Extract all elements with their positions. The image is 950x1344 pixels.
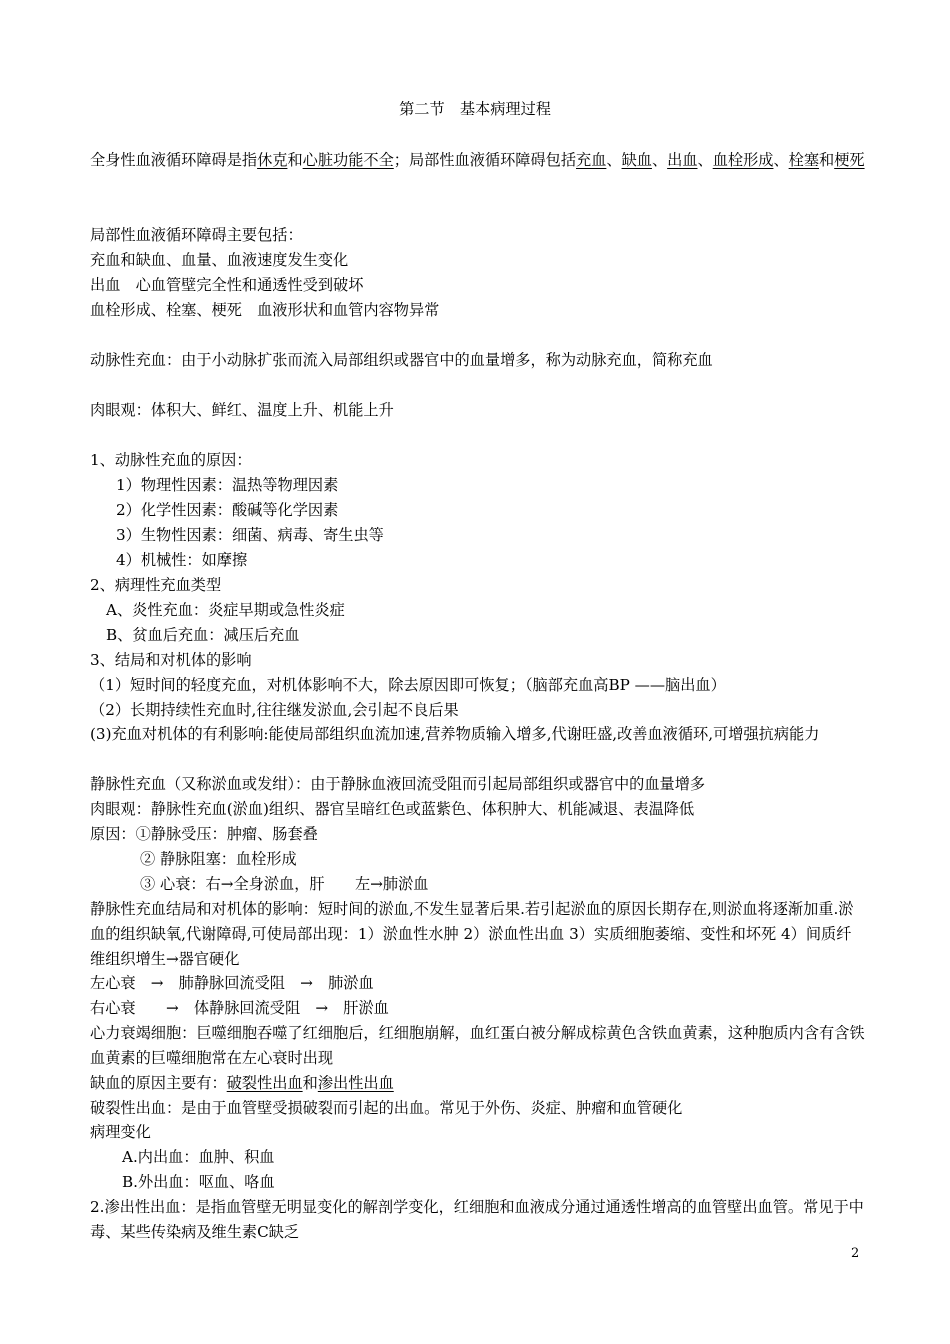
venous-definition: 静脉性充血（又称淤血或发绀）：由于静脉血液回流受阻而引起局部组织或器官中的血量增多 — [90, 775, 706, 793]
term-infarction: 梗死 — [834, 151, 865, 169]
causes-heading: 1、动脉性充血的原因： — [90, 451, 252, 469]
term-heart-failure: 心脏功能不全 — [302, 151, 394, 169]
cause-item: 1）物理性因素：温热等物理因素 — [116, 476, 339, 494]
types-heading: 2、病理性充血类型 — [90, 576, 222, 594]
venous-gross: 肉眼观：静脉性充血(淤血)组织、器官呈暗红色或蓝紫色、体积肿大、机能减退、表温降低 — [90, 800, 695, 818]
venous-cause-item: ② 静脉阻塞：血栓形成 — [140, 850, 297, 868]
cause-item: 4）机械性：如摩擦 — [116, 551, 248, 569]
intro-text: 和 — [287, 151, 303, 169]
term-thrombosis: 血栓形成 — [712, 151, 774, 169]
intro-text: 、 — [697, 151, 713, 169]
page-number: 2 — [851, 1246, 860, 1261]
bleeding-causes-text: 缺血的原因主要有： — [90, 1074, 227, 1092]
cause-item: 2）化学性因素：酸碱等化学因素 — [116, 501, 339, 519]
term-embolism: 栓塞 — [788, 151, 819, 169]
section-title: 第二节 基本病理过程 — [399, 100, 551, 118]
outcome-item: (3)充血对机体的有利影响:能使局部组织血流加速,营养物质输入增多,代谢旺盛,改善血液循环,可增强抗病能力 — [90, 725, 820, 743]
venous-cause-item: ③ 心衰：右→全身淤血，肝 左→肺淤血 — [140, 875, 429, 893]
local-item: 出血 心血管壁完全性和通透性受到破坏 — [90, 276, 364, 294]
diapedesis-definition: 2.渗出性出血：是指血管壁无明显变化的解剖学变化，红细胞和血液成分通过通透性增高的血管壁出血管。常见于中毒、某些传染病及维生素C缺乏 — [90, 1198, 864, 1241]
cause-item: 3）生物性因素：细菌、病毒、寄生虫等 — [116, 526, 384, 544]
pathology-item: A.内出血：血肿、积血 — [122, 1148, 275, 1166]
heart-failure-cells: 心力衰竭细胞：巨噬细胞吞噬了红细胞后，红细胞崩解，血红蛋白被分解成棕黄色含铁血黄素，这种胞质内含有含铁血黄素的巨噬细胞常在左心衰时出现 — [90, 1024, 865, 1067]
term-rupture-bleeding: 破裂性出血 — [226, 1074, 303, 1092]
intro-text: 、 — [773, 151, 789, 169]
intro-text: ；局部性血液循环障碍包括 — [393, 151, 576, 169]
term-ischemia: 缺血 — [621, 151, 652, 169]
bleeding-causes — [90, 1071, 865, 1096]
venous-cause-item: 原因：①静脉受压：肿瘤、肠套叠 — [90, 825, 318, 843]
rupture-definition: 破裂性出血：是由于血管壁受损破裂而引起的出血。常见于外伤、炎症、肿瘤和血管硬化 — [90, 1099, 683, 1117]
term-shock: 休克 — [257, 151, 288, 169]
type-item: A、炎性充血：炎症早期或急性炎症 — [106, 601, 345, 619]
heart-failure-right: 右心衰 → 体静脉回流受阻 → 肝淤血 — [90, 999, 389, 1017]
arterial-definition: 动脉性充血：由于小动脉扩张而流入局部组织或器官中的血量增多，称为动脉充血，简称充血 — [90, 351, 713, 369]
pathology-item: B.外出血：呕血、咯血 — [122, 1173, 275, 1191]
local-heading: 局部性血液循环障碍主要包括： — [90, 226, 303, 244]
type-item: B、贫血后充血：减压后充血 — [106, 626, 300, 644]
venous-outcome: 静脉性充血结局和对机体的影响：短时间的淤血,不发生显著后果.若引起淤血的原因长期存在,则淤血将逐渐加重.淤血的组织缺氧,代谢障碍,可使局部出现：1）淤血性水肿 2）淤血性出血 3）实质细胞萎缩、变性和坏死 4）间质纤维组织增生→器官硬化 — [90, 900, 854, 968]
intro-text: 全身性血液循环障碍是指 — [90, 151, 258, 169]
bleeding-causes-text: 和 — [302, 1074, 318, 1092]
outcome-heading: 3、结局和对机体的影响 — [90, 651, 252, 669]
local-item: 充血和缺血、血量、血液速度发生变化 — [90, 251, 349, 269]
intro-paragraph — [90, 148, 865, 173]
intro-text: 、 — [606, 151, 622, 169]
term-diapedesis-bleeding: 渗出性出血 — [317, 1074, 394, 1092]
intro-text: 和 — [819, 151, 835, 169]
outcome-item: （2）长期持续性充血时,往往继发淤血,会引起不良后果 — [90, 701, 459, 719]
local-item: 血栓形成、栓塞、梗死 血液形状和血管内容物异常 — [90, 301, 440, 319]
term-hemorrhage: 出血 — [667, 151, 698, 169]
arterial-gross: 肉眼观：体积大、鲜红、温度上升、机能上升 — [90, 401, 394, 419]
heart-failure-left: 左心衰 → 肺静脉回流受阻 → 肺淤血 — [90, 974, 374, 992]
term-hyperemia: 充血 — [576, 151, 607, 169]
intro-text: 、 — [651, 151, 668, 169]
pathology-heading: 病理变化 — [90, 1123, 151, 1141]
outcome-item: （1）短时间的轻度充血，对机体影响不大，除去原因即可恢复；（脑部充血高BP ——脑出血） — [90, 676, 726, 694]
